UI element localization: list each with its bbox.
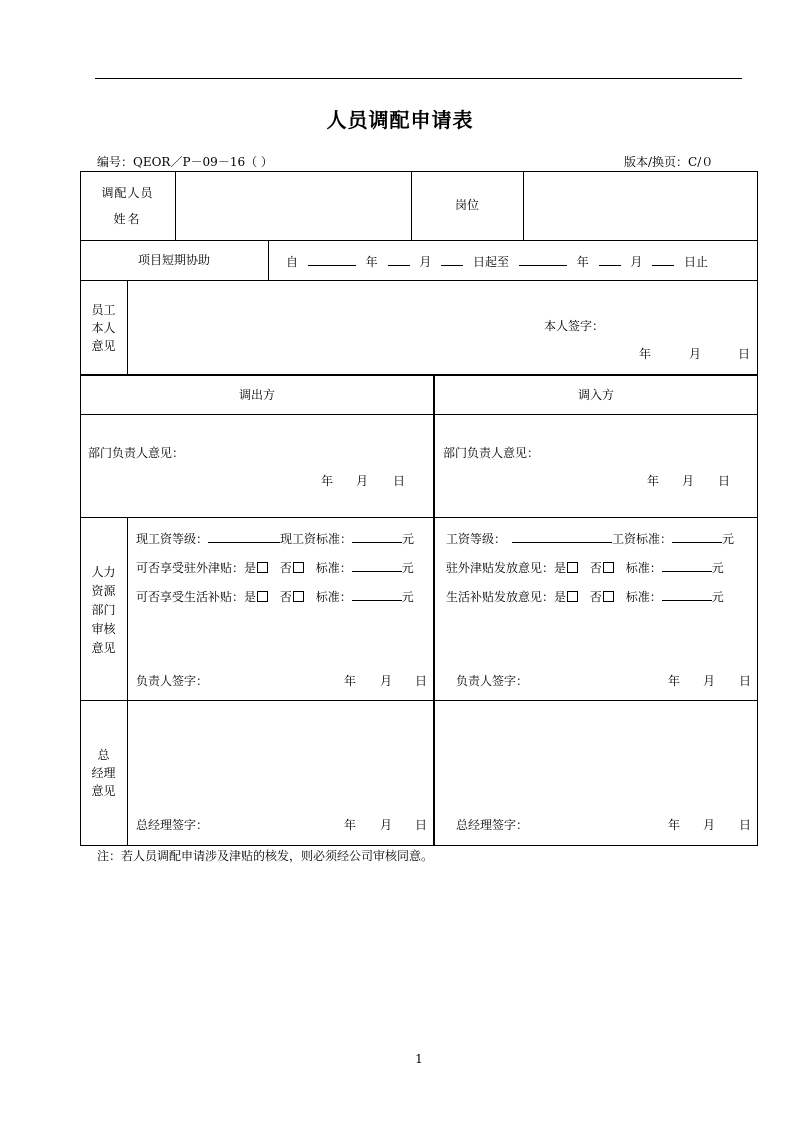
out-gm-sign-label: 总经理签字： [136, 818, 209, 832]
hr-label-line: 意见 [91, 641, 116, 655]
out-hr-month: 月 [380, 674, 393, 688]
col-divider [127, 517, 128, 845]
end-day-field[interactable] [652, 253, 674, 266]
employee-date-month: 月 [689, 347, 702, 361]
in-hr-sign-label: 负责人签字： [456, 674, 529, 688]
in-living-label: 生活补贴发放意见：是 [446, 590, 567, 604]
yuan-unit: 元 [402, 532, 415, 546]
in-gm-year: 年 [668, 818, 681, 832]
row-divider [80, 374, 758, 376]
standard-label: 标准： [625, 590, 662, 604]
yuan-unit: 元 [401, 561, 414, 575]
in-gm-sign-label: 总经理签字： [456, 818, 529, 832]
in-hr-year: 年 [668, 674, 681, 688]
in-dept-day: 日 [718, 474, 731, 488]
end-year-field[interactable] [519, 253, 567, 266]
in-living-no-checkbox[interactable] [603, 591, 614, 602]
in-dept-year: 年 [647, 474, 660, 488]
out-allowance-line [136, 559, 414, 575]
table-border-right [757, 171, 758, 846]
out-allowance-no-checkbox[interactable] [293, 562, 304, 573]
out-gm-month: 月 [380, 818, 393, 832]
in-living-line [446, 588, 724, 604]
col-divider [433, 375, 435, 846]
employee-label-line: 意见 [91, 339, 116, 353]
hr-label-line: 人力 [91, 565, 116, 579]
row-divider [80, 280, 758, 281]
employee-date-year: 年 [639, 347, 652, 361]
in-living-yes-checkbox[interactable] [567, 591, 578, 602]
in-wage-standard-field[interactable] [672, 530, 722, 543]
out-living-label: 可否享受生活补贴：是 [136, 590, 257, 604]
in-dept-opinion-label: 部门负责人意见： [443, 446, 540, 460]
out-dept-year: 年 [321, 474, 334, 488]
hr-label-line: 部门 [91, 603, 116, 617]
table-border-top [80, 171, 758, 172]
standard-label: 标准： [315, 590, 352, 604]
out-wage-grade-label: 现工资等级： [136, 532, 209, 546]
hr-label-line: 审核 [91, 622, 116, 636]
hr-label [80, 563, 127, 658]
yuan-unit: 元 [711, 590, 724, 604]
in-hr-day: 日 [739, 674, 752, 688]
period-month-2: 月 [630, 255, 643, 269]
employee-label-line: 本人 [91, 321, 116, 335]
period-year-2: 年 [576, 255, 589, 269]
in-side-header: 调入方 [577, 388, 614, 402]
in-gm-month: 月 [703, 818, 716, 832]
in-wage-grade-label: 工资等级： [446, 532, 507, 546]
hr-label-line: 资源 [91, 584, 116, 598]
in-wage-grade-field[interactable] [512, 530, 612, 543]
out-wage-grade-field[interactable] [208, 530, 280, 543]
page-title: 人员调配申请表 [326, 108, 474, 132]
out-allowance-standard-field[interactable] [352, 559, 402, 572]
no-label: 否 [279, 561, 292, 575]
in-living-standard-field[interactable] [662, 588, 712, 601]
page-number: 1 [415, 1052, 423, 1066]
yuan-unit: 元 [711, 561, 724, 575]
col-divider [523, 171, 524, 240]
col-divider [268, 240, 269, 280]
person-label-line2: 姓名 [113, 212, 142, 226]
in-allowance-no-checkbox[interactable] [603, 562, 614, 573]
standard-label: 标准： [625, 561, 662, 575]
position-label: 岗位 [454, 198, 479, 212]
row-divider [80, 517, 758, 518]
out-wage-standard-field[interactable] [352, 530, 402, 543]
no-label: 否 [279, 590, 292, 604]
out-living-yes-checkbox[interactable] [257, 591, 268, 602]
row-divider [80, 240, 758, 241]
out-wage-line [136, 530, 414, 546]
no-label: 否 [589, 590, 602, 604]
end-month-field[interactable] [599, 253, 621, 266]
gm-label-line: 意见 [91, 784, 116, 798]
start-day-field[interactable] [441, 253, 463, 266]
employee-label [80, 301, 127, 355]
gm-label-line: 经理 [91, 766, 116, 780]
in-allowance-yes-checkbox[interactable] [567, 562, 578, 573]
standard-label: 标准： [315, 561, 352, 575]
table-border-bottom [80, 845, 758, 846]
gm-label [80, 746, 127, 800]
employee-date-day: 日 [738, 347, 751, 361]
out-wage-standard-label: 现工资标准： [280, 532, 353, 546]
form-code: 编号：QEOR／P－09－16（ ） [97, 155, 273, 169]
out-living-line [136, 588, 414, 604]
gm-label-line: 总 [97, 748, 110, 762]
yuan-unit: 元 [401, 590, 414, 604]
out-gm-year: 年 [344, 818, 357, 832]
row-divider [80, 414, 758, 415]
out-dept-opinion-label: 部门负责人意见： [88, 446, 185, 460]
person-name-field[interactable] [177, 173, 409, 238]
in-wage-line [446, 530, 734, 546]
person-label-line1: 调配人员 [101, 186, 154, 200]
in-gm-day: 日 [739, 818, 752, 832]
start-month-field[interactable] [388, 253, 410, 266]
position-field[interactable] [525, 173, 755, 238]
header-rule [95, 78, 742, 79]
in-allowance-standard-field[interactable] [662, 559, 712, 572]
out-dept-day: 日 [393, 474, 406, 488]
no-label: 否 [589, 561, 602, 575]
employee-label-line: 员工 [91, 303, 116, 317]
period-from: 自 [286, 255, 299, 269]
in-dept-month: 月 [682, 474, 695, 488]
footnote: 注：若人员调配申请涉及津贴的核发，则必须经公司审核同意。 [97, 849, 434, 863]
period-month: 月 [419, 255, 432, 269]
out-allowance-yes-checkbox[interactable] [257, 562, 268, 573]
out-side-header: 调出方 [238, 388, 275, 402]
out-hr-year: 年 [344, 674, 357, 688]
period-day-from: 日起至 [473, 255, 510, 269]
out-hr-day: 日 [415, 674, 428, 688]
period-line [286, 253, 708, 269]
out-living-no-checkbox[interactable] [293, 591, 304, 602]
col-divider [175, 171, 176, 240]
out-living-standard-field[interactable] [352, 588, 402, 601]
employee-signature-label: 本人签字： [544, 319, 605, 333]
table-border-left [80, 171, 81, 846]
out-gm-day: 日 [415, 818, 428, 832]
start-year-field[interactable] [308, 253, 356, 266]
col-divider [127, 280, 128, 374]
in-wage-standard-label: 工资标准： [612, 532, 673, 546]
out-dept-month: 月 [356, 474, 369, 488]
project-label: 项目短期协助 [137, 253, 210, 267]
version-label: 版本/换页：C/０ [624, 155, 714, 169]
row-divider [80, 700, 758, 701]
yuan-unit: 元 [722, 532, 735, 546]
in-hr-month: 月 [703, 674, 716, 688]
in-allowance-line [446, 559, 724, 575]
period-year: 年 [365, 255, 378, 269]
period-day-to: 日止 [684, 255, 709, 269]
out-hr-sign-label: 负责人签字： [136, 674, 209, 688]
out-allowance-label: 可否享受驻外津贴：是 [136, 561, 257, 575]
in-allowance-label: 驻外津贴发放意见：是 [446, 561, 567, 575]
